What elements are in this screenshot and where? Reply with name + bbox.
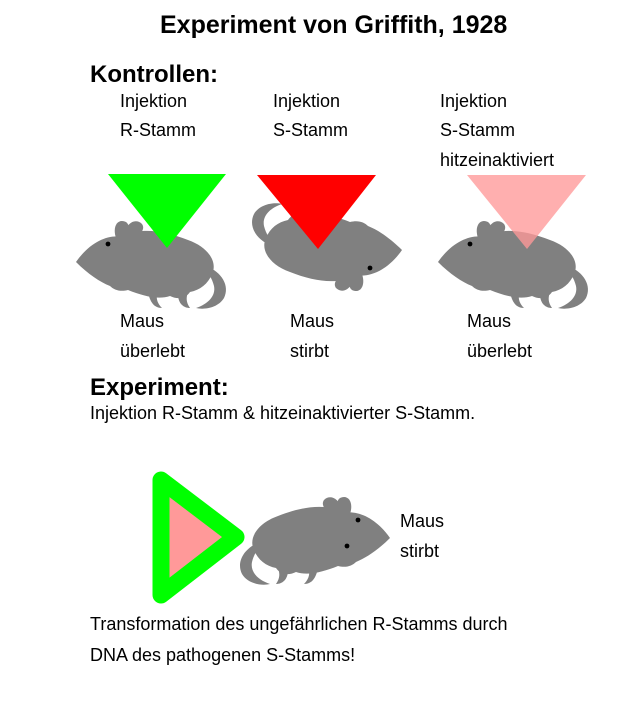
control-2-inject-label: Injektion xyxy=(273,91,341,111)
control-3-strain-note: hitzeinaktiviert xyxy=(440,150,555,170)
control-2-result-line1: Maus xyxy=(290,311,335,331)
controls-heading: Kontrollen: xyxy=(90,61,218,88)
control-1-result-line1: Maus xyxy=(120,311,165,331)
control-1-result-line2: überlebt xyxy=(120,341,186,361)
conclusion-line1: Transformation des ungefährlichen R-Stamms durch xyxy=(90,614,508,634)
experiment-mouse-eye xyxy=(345,544,350,549)
experiment-result-line1: Maus xyxy=(400,511,445,531)
experiment-description: Injektion R-Stamm & hitzeinaktivierter S-Stamm. xyxy=(90,403,476,423)
experiment-outer-triangle xyxy=(161,480,236,595)
control-2-strain: S-Stamm xyxy=(273,120,349,140)
conclusion-line2: DNA des pathogenen S-Stamms! xyxy=(90,645,356,665)
page-title: Experiment von Griffith, 1928 xyxy=(160,11,508,39)
experiment-result-line2: stirbt xyxy=(400,541,440,561)
control-1-strain: R-Stamm xyxy=(120,120,196,140)
control-3-result-line2: überlebt xyxy=(467,341,533,361)
control-3-mouse-icon xyxy=(438,221,588,309)
control-3-strain: S-Stamm xyxy=(440,120,516,140)
control-2-result-line2: stirbt xyxy=(290,341,330,361)
control-3-result-line1: Maus xyxy=(467,311,512,331)
experiment-mouse-icon xyxy=(240,497,390,585)
control-1-inject-label: Injektion xyxy=(120,91,188,111)
experiment-heading: Experiment: xyxy=(90,374,229,401)
control-1-mouse-icon xyxy=(76,221,226,309)
control-3-inject-label: Injektion xyxy=(440,91,508,111)
